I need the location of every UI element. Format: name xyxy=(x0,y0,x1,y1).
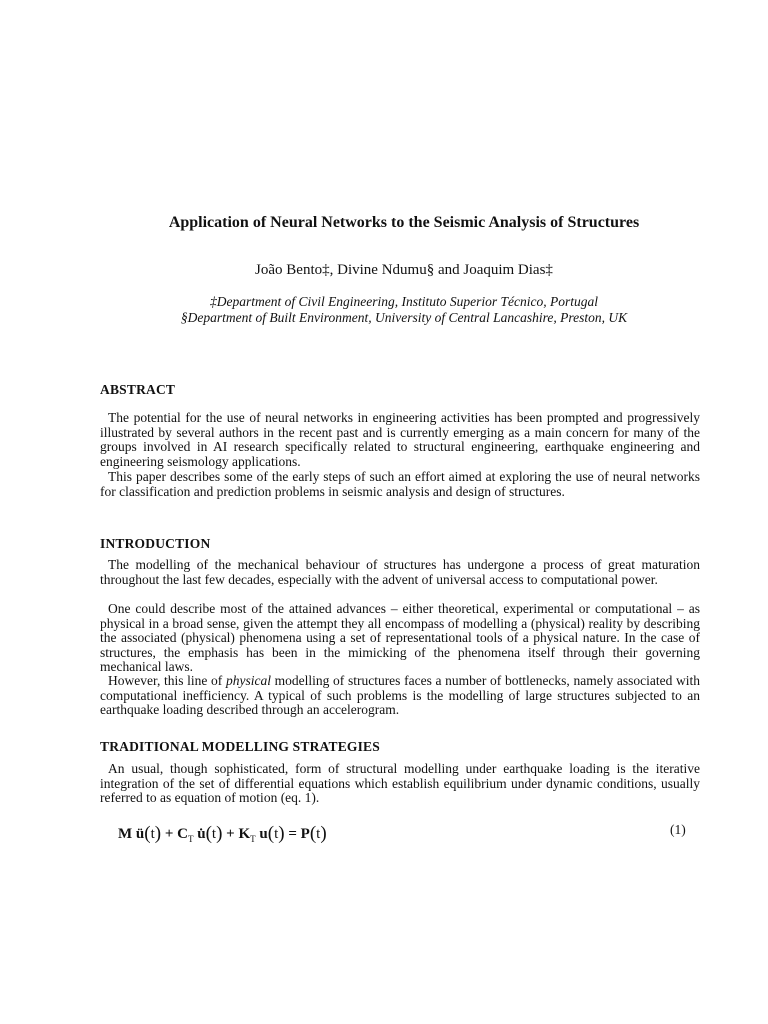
abstract-heading: ABSTRACT xyxy=(100,382,176,397)
traditional-modelling-heading: TRADITIONAL MODELLING STRATEGIES xyxy=(100,739,380,754)
equation-of-motion: M ü(t) + $C_T$ u̇(t) + $K_T$ u(t) = P(t) xyxy=(118,823,327,844)
introduction-paragraph-3: However, this line of physical modelling of structures faces a number of bottlenecks, namely associated with computational inefficiency. A typical of such problems is the modelling of large structures subjected to an earthquake loading described through an accelerogram. xyxy=(100,673,701,717)
introduction-paragraph-2: One could describe most of the attained advances – either theoretical, experimental or computational – as physical in a broad sense, given the attempt they all encompass of modelling a (physical) reality by describing the associated (physical) phenomena using a set of representational tools of a physical nature. In the case of structures, the emphasis has been in the mimicking of the phenomena itself through their governing mechanical laws. xyxy=(100,601,700,674)
abstract-paragraph-1: The potential for the use of neural networks in engineering activities has been prompted and progressively illustrated by several authors in the recent past and is currently emerging as a main concern for many of the groups involved in AI research specifically related to structural engineering, earthquake engineering and engineering seismology applications. xyxy=(100,410,700,469)
affiliation-2: §Department of Built Environment, University of Central Lancashire, Preston, UK xyxy=(180,310,628,325)
abstract-paragraph-2: This paper describes some of the early steps of such an effort aimed at exploring the use of neural networks for classification and prediction problems in seismic analysis and design of structures. xyxy=(100,469,700,499)
introduction-heading: INTRODUCTION xyxy=(100,536,211,551)
traditional-modelling-paragraph-1: An usual, though sophisticated, form of structural modelling under earthquake loading is the iterative integration of the set of differential equations which establish equilibrium under dynamic conditions, usually referred to as equation of motion (eq. 1). xyxy=(100,761,700,805)
author-list: João Bento‡, Divine Ndumu§ and Joaquim Dias‡ xyxy=(255,262,553,278)
introduction-paragraph-1: The modelling of the mechanical behaviour of structures has undergone a process of great maturation throughout the last few decades, especially with the advent of universal access to computational power. xyxy=(100,557,700,587)
equation-number: (1) xyxy=(670,822,686,837)
affiliation-1: ‡Department of Civil Engineering, Instituto Superior Técnico, Portugal xyxy=(209,294,599,309)
paper-title: Application of Neural Networks to the Seismic Analysis of Structures xyxy=(168,214,640,231)
